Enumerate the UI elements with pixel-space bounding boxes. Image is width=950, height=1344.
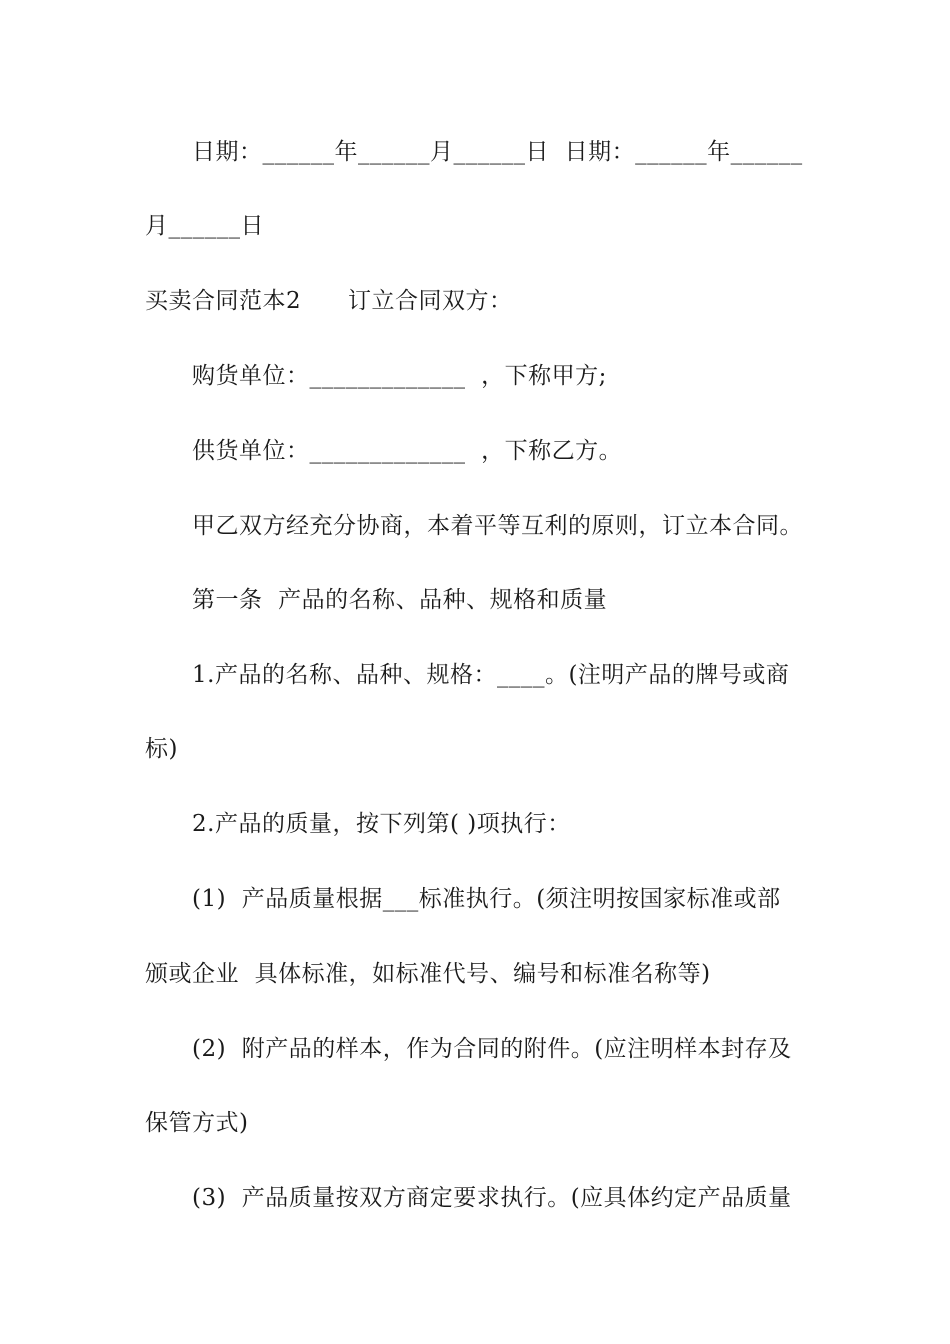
seller-line: 供货单位：_____________ ，下称乙方。 xyxy=(192,438,623,464)
agreement-paragraph: 甲乙双方经充分协商，本着平等互利的原则，订立本合同。 xyxy=(192,513,803,539)
article-one-heading: 第一条 产品的名称、品种、规格和质量 xyxy=(192,587,608,613)
clause-2: 2.产品的质量，按下列第( )项执行： xyxy=(192,811,571,837)
contract-title: 买卖合同范本2 订立合同双方： xyxy=(145,288,513,314)
date-line-continued: 月______日 xyxy=(145,213,264,239)
date-line: 日期：______年______月______日 日期：______年______ xyxy=(192,139,803,165)
clause-2-item-2: (2) 附产品的样本，作为合同的附件。(应注明样本封存及 xyxy=(192,1036,792,1062)
clause-1: 1.产品的名称、品种、规格：____。(注明产品的牌号或商 xyxy=(192,662,790,688)
clause-2-item-1: (1) 产品质量根据___标准执行。(须注明按国家标准或部 xyxy=(192,886,781,912)
clause-2-item-3: (3) 产品质量按双方商定要求执行。(应具体约定产品质量 xyxy=(192,1185,792,1211)
buyer-line: 购货单位：_____________ ，下称甲方; xyxy=(192,363,607,389)
clause-2-item-2-continued: 保管方式) xyxy=(145,1110,249,1136)
clause-2-item-1-continued: 颁或企业 具体标准，如标准代号、编号和标准名称等) xyxy=(145,961,711,987)
clause-1-continued: 标) xyxy=(145,736,178,762)
